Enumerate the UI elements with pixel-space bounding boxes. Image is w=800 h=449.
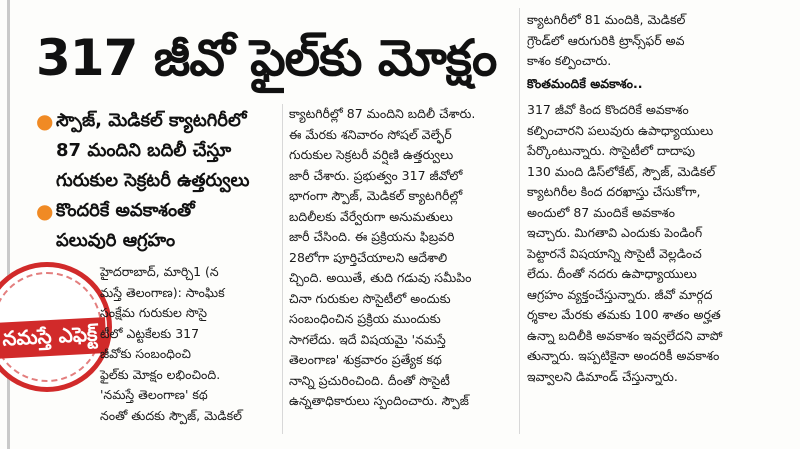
text-line: చ్చింది. అయితే, తుది గడువు సమీపిం	[289, 270, 472, 285]
text-line: కల్పించారని పలువురు ఉపాధ్యాయులు	[527, 122, 714, 138]
bullet-line: స్పౌజ్‌, మెడికల్‌ క్యాటగిరీలో	[56, 110, 247, 131]
text-line: ఆగ్రహం వ్యక్తంచేస్తున్నారు. జీవో మార్గద	[527, 286, 713, 302]
text-line: ఇచ్చారు. మిగతావి ఎందుకు పెండింగ్‌	[527, 225, 703, 240]
text-line: ఫైల్‌కు మోక్షం లభించింది.	[100, 366, 221, 382]
text-line: తెలంగాణ' శుక్రవారం ప్రత్యేక కథ	[289, 352, 442, 367]
text-line: చినా గురుకుల సొసైటీలో అందుకు	[289, 290, 451, 306]
bullet-text	[56, 196, 195, 256]
right-column	[527, 10, 775, 387]
middle-column	[289, 104, 511, 412]
text-line: టీలో ఎట్టకేలకు 317	[100, 325, 200, 341]
text-line: 28లోగా పూర్తిచేయాలని ఆదేశాలి	[289, 249, 448, 265]
text-line: ఇవ్వాలని డిమాండ్‌ చేస్తున్నారు.	[527, 368, 678, 384]
bullet-line: పలువురి ఆగ్రహం	[56, 230, 176, 251]
text-line: జీవోకు సంబంధించి	[100, 346, 191, 361]
text-line: క్యాటగిరీల్లో 87 మందిని బదిలీ చేశారు.	[289, 106, 476, 121]
stamp-label: నమస్తే ఎఫెక్ట్‌	[1, 321, 98, 350]
column-divider	[519, 8, 520, 434]
text-line: 'నమస్తే తెలంగాణ' కథ	[100, 387, 208, 402]
bullet-dot-icon: ●	[36, 199, 54, 223]
text-line: నంతో తుదకు స్పౌజ్‌, మెడికల్‌	[100, 407, 242, 423]
text-line: గురుకుల సెక్రటరీ వర్షిణి ఉత్తర్వులు	[289, 147, 454, 162]
text-line: క్యాటగిరీలో 81 మందికి, మెడికల్‌	[527, 12, 686, 27]
text-line: సంక్షేమ గురుకుల సొసై	[100, 305, 208, 320]
bullet-dot-icon: ●	[36, 109, 54, 133]
bullet-item	[36, 196, 286, 256]
subheading: కొంతమందికే అవకాశం..	[527, 75, 643, 91]
dateline-column	[100, 262, 280, 426]
text-line: లేదు. దీంతో నదరు ఉపాధ్యాయులు	[527, 266, 697, 281]
effect-stamp-band	[0, 317, 107, 359]
text-line: కాశం కల్పించారు.	[527, 53, 612, 68]
text-line: జారీ చేశారు. ప్రభుత్వం 317 జీవోలో	[289, 167, 463, 183]
text-line: జారీ చేసింది. ఈ ప్రక్రియను ఫిబ్రవరి	[289, 229, 455, 244]
text-line: తున్నారు. ఇప్పటికైనా అందరికీ అవకాశం	[527, 348, 720, 363]
bullet-line: గురుకుల సెక్రటరీ ఉత్తర్వులు	[56, 170, 250, 191]
text-line: నాన్ని ప్రచురించింది. దీంతో సొసైటీ	[289, 372, 450, 388]
bullet-list	[36, 106, 286, 256]
text-line: మస్తే తెలంగాణ): సాంఘిక	[100, 284, 225, 300]
text-line: క్యాటగిరీల కింద దరఖాస్తు చేసుకోగా,	[527, 184, 701, 199]
text-line: 317 జీవో కింద కొందరికే అవకాశం	[527, 102, 689, 117]
bullet-item	[36, 106, 286, 196]
text-line: ఉన్నతాధికారులు స్పందించారు. స్పౌజ్‌	[289, 393, 469, 408]
text-line: ర్శకాల మేరకు తమకు 100 శాతం అర్హత	[527, 307, 721, 322]
text-line: 130 మంది డిస్‌లోకేట్‌, స్పౌజ్‌, మెడికల్‌	[527, 163, 716, 179]
headline: 317 జీవో ఫైల్‌కు మోక్షం	[36, 29, 497, 87]
text-line: బదిలీలకు వేర్వేరుగా అనుమతులు	[289, 208, 453, 224]
text-line: సంబంధించిన ప్రక్రియ ముందుకు	[289, 311, 441, 326]
text-line: గ్రౌండ్‌లో ఆరుగురికి ట్రాన్స్‌ఫర్‌ అవ	[527, 32, 685, 48]
text-line: అందులో 87 మందికే అవకాశం	[527, 204, 675, 220]
text-line: పెట్టారనే విషయాన్ని సొసైటీ వెల్లడించ	[527, 245, 702, 261]
bullet-line: కొందరికే అవకాశంతో	[56, 200, 195, 221]
bullet-text	[56, 106, 249, 196]
bullet-line: 87 మందిని బదిలీ చేస్తూ	[56, 140, 232, 161]
left-margin-rule	[7, 0, 10, 449]
text-line: పేర్కొంటున్నారు. సొసైటీలో దాదాపు	[527, 143, 695, 158]
text-line: సాగలేదు. ఇదే విషయమై 'నమస్తే	[289, 331, 446, 347]
text-line: హైదరాబాద్‌, మార్చి1 (న	[100, 264, 219, 279]
column-divider	[282, 104, 283, 434]
text-line: ఈ మేరకు శనివారం సోషల్‌ వెల్ఫేర్‌	[289, 126, 452, 142]
text-line: భాగంగా స్పౌజ్‌, మెడికల్‌ క్యాటగిరీల్లో	[289, 188, 463, 203]
text-line: ఉన్నా బదిలీకి అవకాశం ఇవ్వలేదని వాపో	[527, 327, 723, 343]
